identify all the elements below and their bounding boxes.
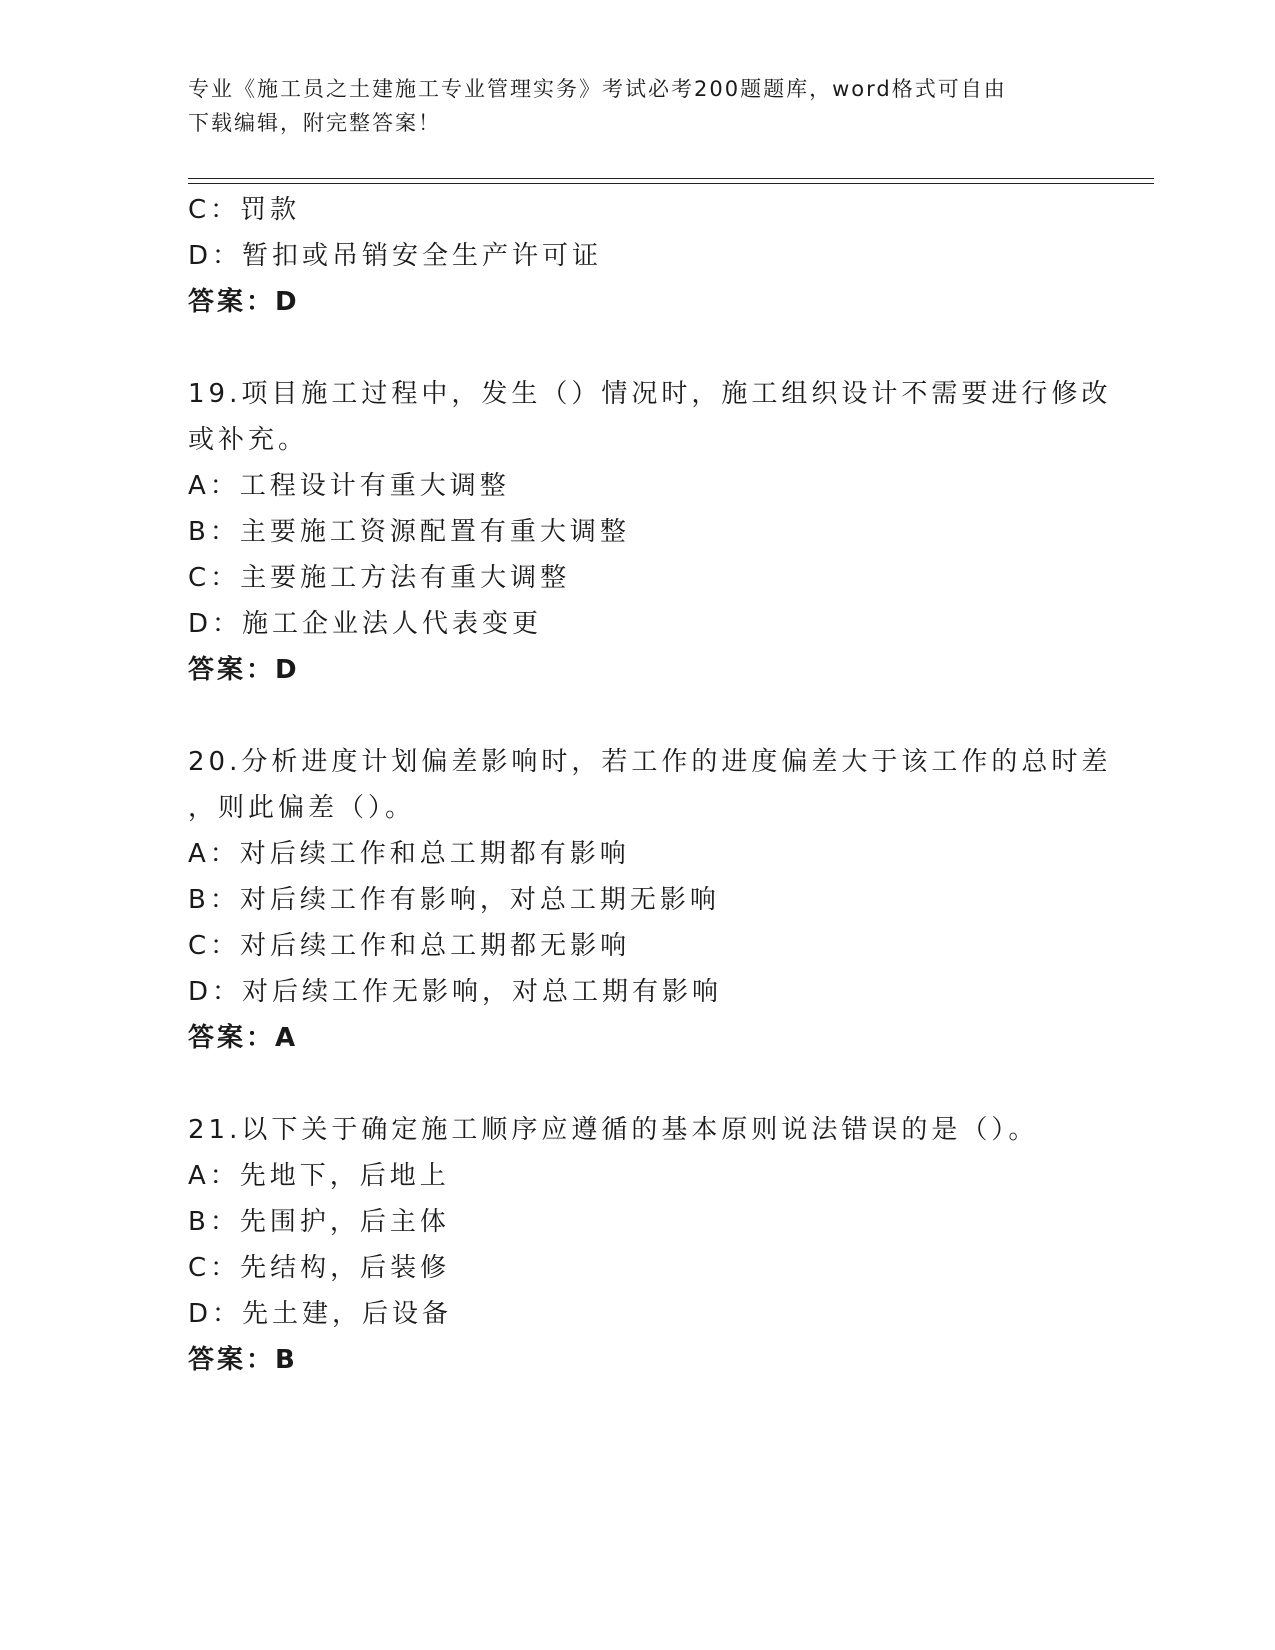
option-c: C：先结构，后装修 [188,1253,451,1283]
question-19 [188,371,1112,693]
spacer [188,693,1088,739]
question-20 [188,739,1112,1061]
option-c: C：罚款 [188,195,301,225]
spacer [188,1061,1088,1107]
option-c: C：对后续工作和总工期都无影响 [188,931,631,961]
question-list [188,187,1112,1383]
option-c: C：主要施工方法有重大调整 [188,563,571,593]
spacer [188,325,1088,371]
header-line-1: 专业《施工员之土建施工专业管理实务》考试必考200题题库，word格式可自由 [188,77,1007,101]
question-stem: 21.以下关于确定施工顺序应遵循的基本原则说法错误的是（）。 [188,1115,1039,1145]
option-b: B：主要施工资源配置有重大调整 [188,517,630,547]
question-18-tail [188,187,1088,325]
question-stem: 20.分析进度计划偏差影响时，若工作的进度偏差大于该工作的总时差 [188,747,1112,777]
option-d: D：施工企业法人代表变更 [188,609,543,639]
answer: 答案：D [188,655,300,685]
option-a: A：对后续工作和总工期都有影响 [188,839,630,869]
question-stem-cont: 或补充。 [188,425,309,455]
option-d: D：暂扣或吊销安全生产许可证 [188,241,603,271]
answer: 答案：B [188,1345,298,1375]
header-divider-bottom [188,183,1154,184]
option-b: B：对后续工作有影响，对总工期无影响 [188,885,720,915]
option-a: A：工程设计有重大调整 [188,471,510,501]
answer: 答案：D [188,287,300,317]
option-d: D：对后续工作无影响，对总工期有影响 [188,977,723,1007]
question-stem: 19.项目施工过程中，发生（）情况时，施工组织设计不需要进行修改 [188,379,1112,409]
question-stem-cont: ，则此偏差（）。 [188,793,416,823]
answer: 答案：A [188,1023,299,1053]
header-line-2: 下载编辑，附完整答案！ [188,111,441,135]
question-21 [188,1107,1088,1383]
option-d: D：先土建，后设备 [188,1299,453,1329]
option-a: A：先地下，后地上 [188,1161,450,1191]
header-divider-top [188,178,1154,179]
option-b: B：先围护，后主体 [188,1207,450,1237]
document-header [188,72,1088,140]
